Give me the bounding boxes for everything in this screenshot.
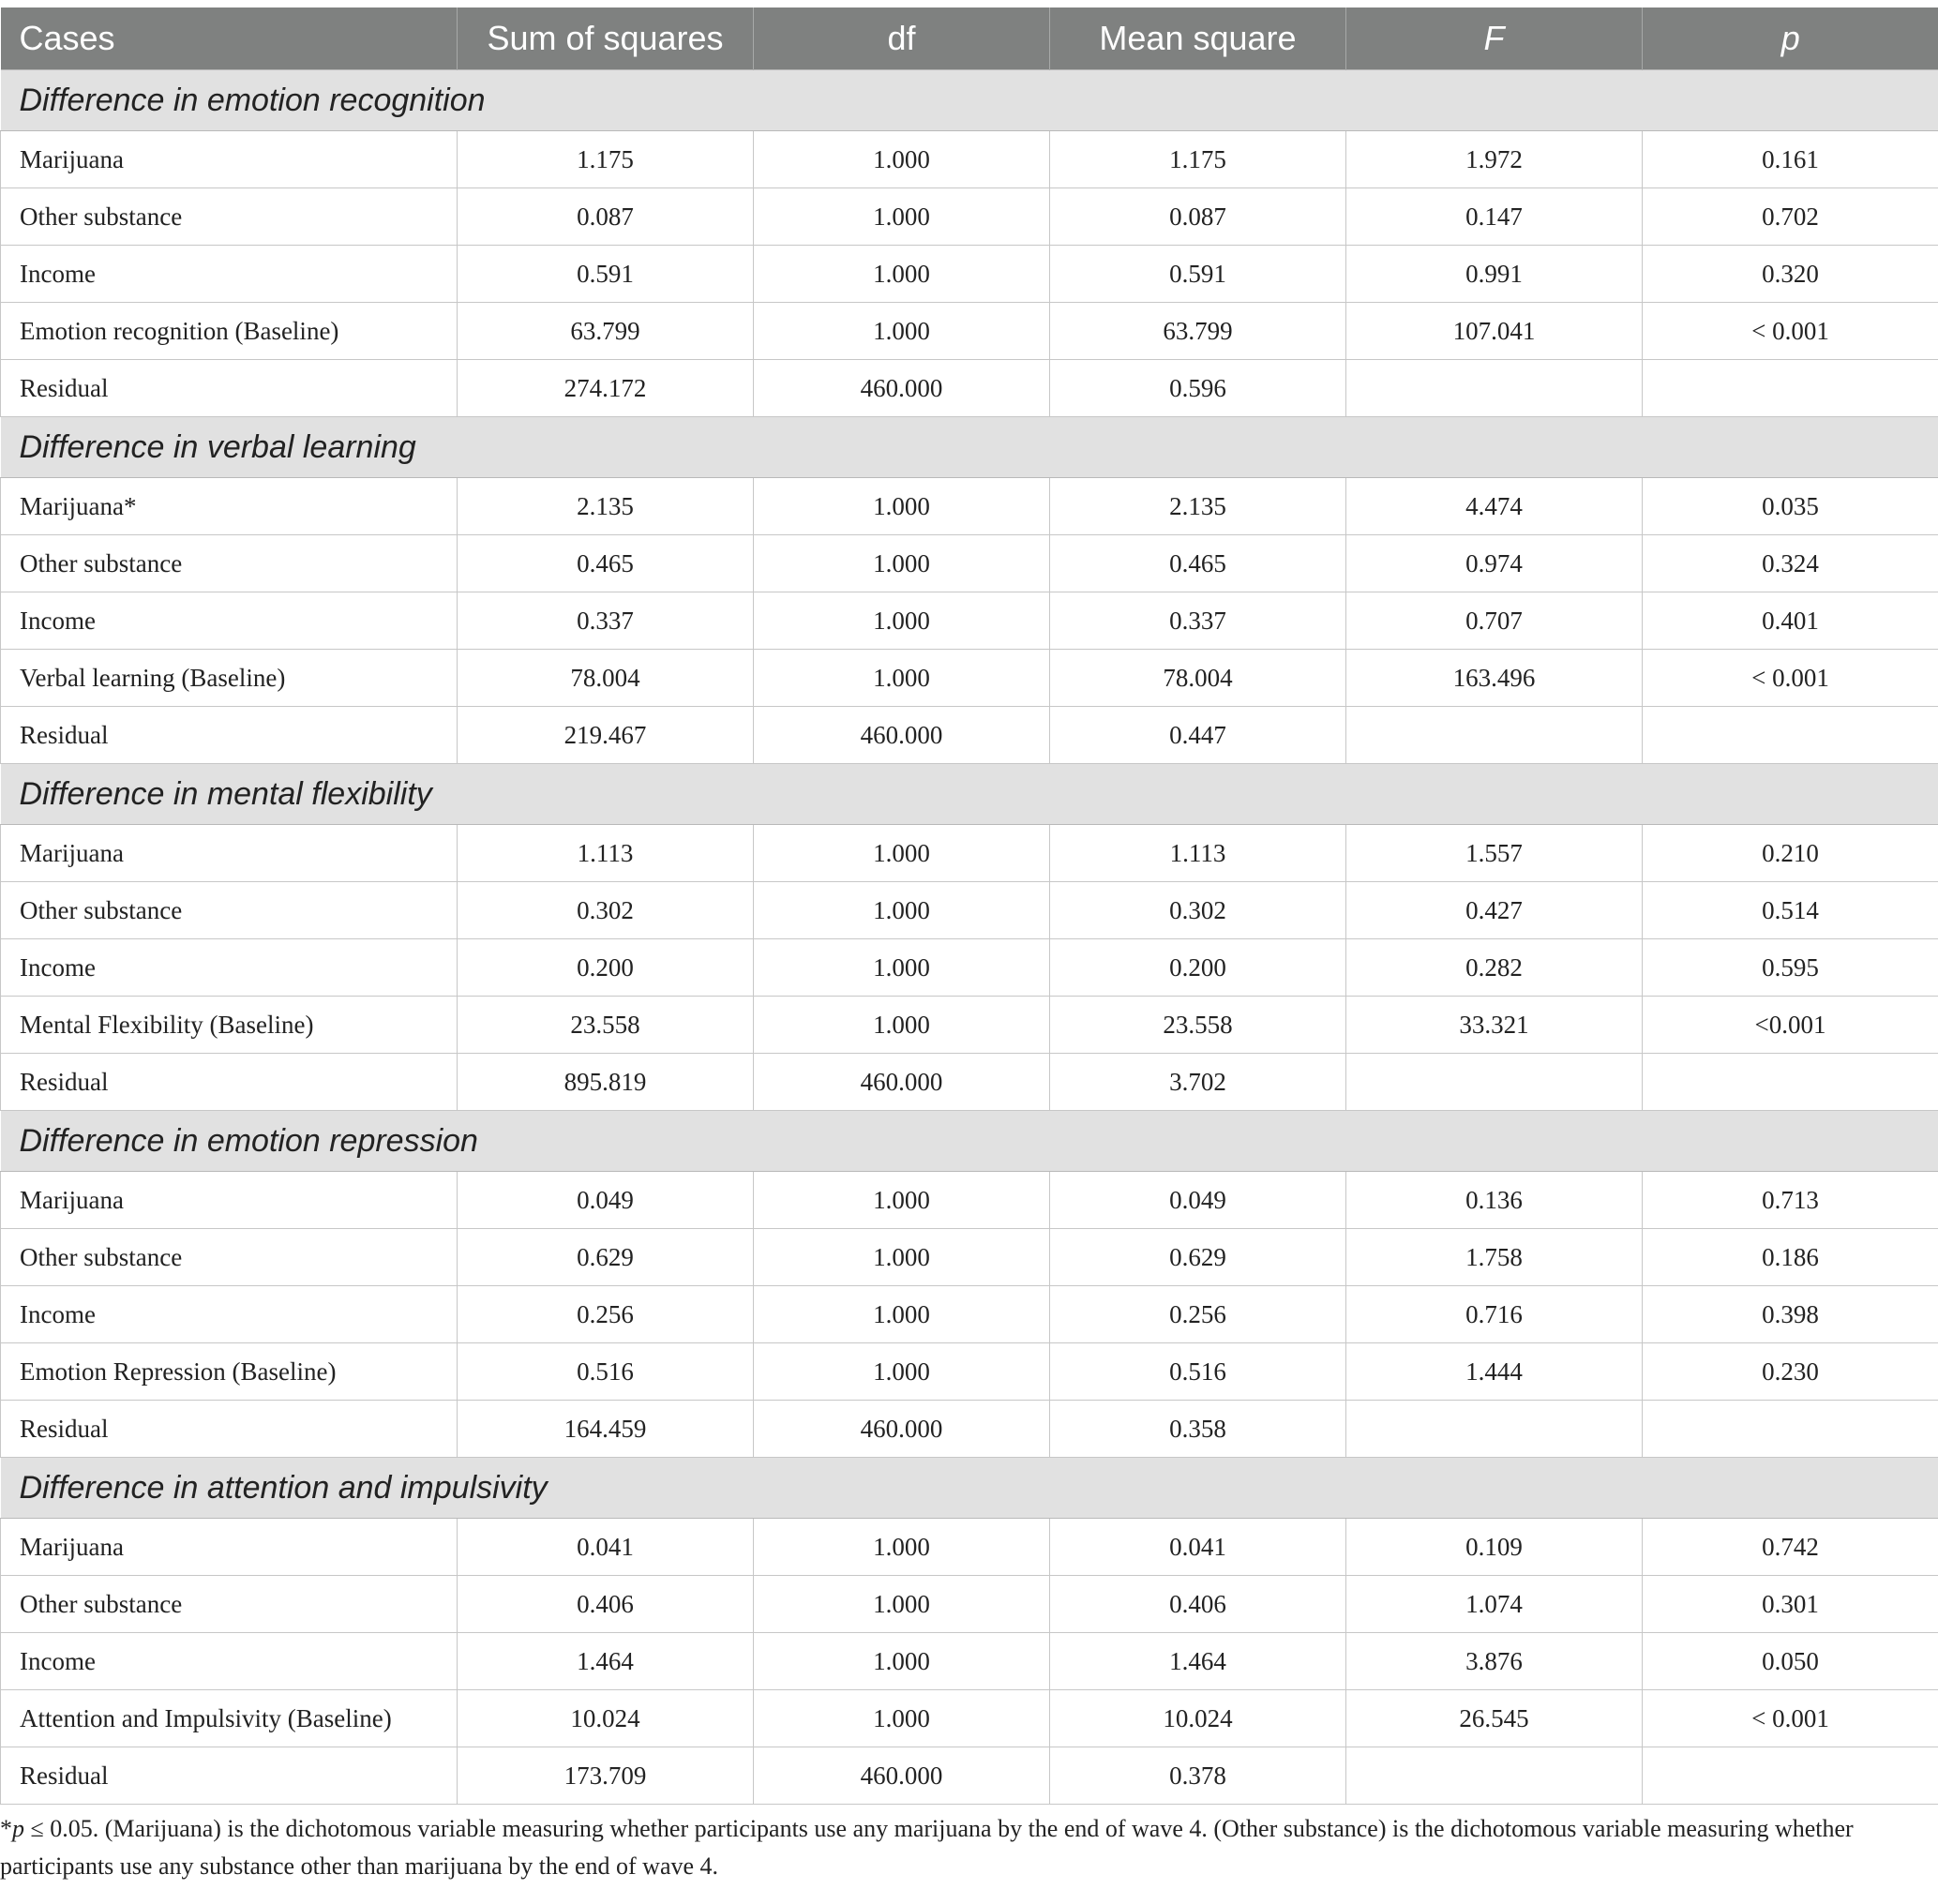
f-cell xyxy=(1346,707,1643,764)
df-cell: 1.000 xyxy=(754,1519,1050,1576)
p-cell: 0.210 xyxy=(1643,825,1938,882)
df-cell: 1.000 xyxy=(754,188,1050,246)
mean-square-cell: 0.447 xyxy=(1050,707,1346,764)
p-cell: 0.320 xyxy=(1643,246,1938,303)
table-row xyxy=(1,882,1938,939)
mean-square-cell: 1.113 xyxy=(1050,825,1346,882)
case-label: Income xyxy=(1,592,458,650)
sum-of-squares-cell: 0.516 xyxy=(458,1343,754,1401)
p-cell: 0.398 xyxy=(1643,1286,1938,1343)
mean-square-cell: 1.175 xyxy=(1050,131,1346,188)
table-row xyxy=(1,707,1938,764)
case-label: Other substance xyxy=(1,535,458,592)
sum-of-squares-cell: 0.049 xyxy=(458,1172,754,1229)
df-cell: 1.000 xyxy=(754,1690,1050,1747)
f-cell xyxy=(1346,360,1643,417)
case-label: Other substance xyxy=(1,188,458,246)
table-body xyxy=(1,70,1938,1805)
group-header-row xyxy=(1,1111,1938,1172)
df-cell: 1.000 xyxy=(754,592,1050,650)
table-row xyxy=(1,1172,1938,1229)
group-header-row xyxy=(1,417,1938,478)
p-cell: < 0.001 xyxy=(1643,650,1938,707)
p-cell xyxy=(1643,1747,1938,1805)
df-cell: 460.000 xyxy=(754,360,1050,417)
mean-square-cell: 0.200 xyxy=(1050,939,1346,997)
mean-square-cell: 0.358 xyxy=(1050,1401,1346,1458)
table-row xyxy=(1,188,1938,246)
group-header-row xyxy=(1,764,1938,825)
mean-square-cell: 0.337 xyxy=(1050,592,1346,650)
sum-of-squares-cell: 173.709 xyxy=(458,1747,754,1805)
header-f: F xyxy=(1346,7,1643,70)
case-label: Other substance xyxy=(1,1576,458,1633)
df-cell: 1.000 xyxy=(754,1633,1050,1690)
mean-square-cell: 23.558 xyxy=(1050,997,1346,1054)
mean-square-cell: 0.087 xyxy=(1050,188,1346,246)
df-cell: 1.000 xyxy=(754,303,1050,360)
case-label: Residual xyxy=(1,1054,458,1111)
df-cell: 1.000 xyxy=(754,131,1050,188)
p-cell: 0.702 xyxy=(1643,188,1938,246)
header-sum-of-squares: Sum of squares xyxy=(458,7,754,70)
table-row xyxy=(1,1519,1938,1576)
f-cell: 0.282 xyxy=(1346,939,1643,997)
f-cell: 1.758 xyxy=(1346,1229,1643,1286)
table-row xyxy=(1,303,1938,360)
p-cell: <0.001 xyxy=(1643,997,1938,1054)
case-label: Marijuana xyxy=(1,1172,458,1229)
case-label: Marijuana xyxy=(1,131,458,188)
p-cell: < 0.001 xyxy=(1643,303,1938,360)
table-row xyxy=(1,592,1938,650)
f-cell: 33.321 xyxy=(1346,997,1643,1054)
case-label: Mental Flexibility (Baseline) xyxy=(1,997,458,1054)
case-label: Other substance xyxy=(1,882,458,939)
f-cell: 1.444 xyxy=(1346,1343,1643,1401)
df-cell: 460.000 xyxy=(754,707,1050,764)
header-cases: Cases xyxy=(1,7,458,70)
p-cell: 0.514 xyxy=(1643,882,1938,939)
sum-of-squares-cell: 0.087 xyxy=(458,188,754,246)
case-label: Emotion recognition (Baseline) xyxy=(1,303,458,360)
sum-of-squares-cell: 2.135 xyxy=(458,478,754,535)
case-label: Residual xyxy=(1,1401,458,1458)
f-cell: 0.427 xyxy=(1346,882,1643,939)
f-cell: 0.974 xyxy=(1346,535,1643,592)
case-label: Income xyxy=(1,1286,458,1343)
group-title: Difference in emotion recognition xyxy=(1,70,1938,131)
df-cell: 1.000 xyxy=(754,1576,1050,1633)
p-cell: 0.301 xyxy=(1643,1576,1938,1633)
p-cell: < 0.001 xyxy=(1643,1690,1938,1747)
f-cell: 1.557 xyxy=(1346,825,1643,882)
case-label: Residual xyxy=(1,707,458,764)
table-footnote xyxy=(0,1810,1931,1885)
f-cell: 107.041 xyxy=(1346,303,1643,360)
f-cell: 3.876 xyxy=(1346,1633,1643,1690)
mean-square-cell: 0.049 xyxy=(1050,1172,1346,1229)
sum-of-squares-cell: 164.459 xyxy=(458,1401,754,1458)
header-p: p xyxy=(1643,7,1938,70)
df-cell: 1.000 xyxy=(754,1172,1050,1229)
sum-of-squares-cell: 0.629 xyxy=(458,1229,754,1286)
sum-of-squares-cell: 895.819 xyxy=(458,1054,754,1111)
header-mean-square: Mean square xyxy=(1050,7,1346,70)
mean-square-cell: 0.378 xyxy=(1050,1747,1346,1805)
sum-of-squares-cell: 0.406 xyxy=(458,1576,754,1633)
p-cell: 0.186 xyxy=(1643,1229,1938,1286)
f-cell: 26.545 xyxy=(1346,1690,1643,1747)
table-row xyxy=(1,1690,1938,1747)
mean-square-cell: 0.406 xyxy=(1050,1576,1346,1633)
p-cell xyxy=(1643,1401,1938,1458)
df-cell: 460.000 xyxy=(754,1747,1050,1805)
p-cell xyxy=(1643,1054,1938,1111)
table-row xyxy=(1,535,1938,592)
table-row xyxy=(1,1286,1938,1343)
sum-of-squares-cell: 1.464 xyxy=(458,1633,754,1690)
group-title: Difference in emotion repression xyxy=(1,1111,1938,1172)
sum-of-squares-cell: 23.558 xyxy=(458,997,754,1054)
group-header-row xyxy=(1,1458,1938,1519)
df-cell: 460.000 xyxy=(754,1054,1050,1111)
mean-square-cell: 10.024 xyxy=(1050,1690,1346,1747)
f-cell: 1.972 xyxy=(1346,131,1643,188)
f-cell: 0.991 xyxy=(1346,246,1643,303)
f-cell xyxy=(1346,1747,1643,1805)
table-row xyxy=(1,1229,1938,1286)
case-label: Emotion Repression (Baseline) xyxy=(1,1343,458,1401)
mean-square-cell: 0.465 xyxy=(1050,535,1346,592)
case-label: Marijuana xyxy=(1,825,458,882)
df-cell: 1.000 xyxy=(754,939,1050,997)
mean-square-cell: 1.464 xyxy=(1050,1633,1346,1690)
df-cell: 1.000 xyxy=(754,997,1050,1054)
table-row xyxy=(1,825,1938,882)
mean-square-cell: 0.302 xyxy=(1050,882,1346,939)
anova-table xyxy=(0,7,1938,1805)
p-cell: 0.230 xyxy=(1643,1343,1938,1401)
table-row xyxy=(1,997,1938,1054)
group-title: Difference in mental flexibility xyxy=(1,764,1938,825)
p-cell xyxy=(1643,360,1938,417)
table-row xyxy=(1,1054,1938,1111)
table-row xyxy=(1,478,1938,535)
f-cell xyxy=(1346,1054,1643,1111)
df-cell: 460.000 xyxy=(754,1401,1050,1458)
p-cell: 0.035 xyxy=(1643,478,1938,535)
table-row xyxy=(1,1343,1938,1401)
sum-of-squares-cell: 0.041 xyxy=(458,1519,754,1576)
sum-of-squares-cell: 10.024 xyxy=(458,1690,754,1747)
mean-square-cell: 63.799 xyxy=(1050,303,1346,360)
mean-square-cell: 2.135 xyxy=(1050,478,1346,535)
f-cell: 0.147 xyxy=(1346,188,1643,246)
case-label: Attention and Impulsivity (Baseline) xyxy=(1,1690,458,1747)
f-cell xyxy=(1346,1401,1643,1458)
f-cell: 0.707 xyxy=(1346,592,1643,650)
f-cell: 163.496 xyxy=(1346,650,1643,707)
case-label: Residual xyxy=(1,360,458,417)
group-title: Difference in verbal learning xyxy=(1,417,1938,478)
sum-of-squares-cell: 274.172 xyxy=(458,360,754,417)
footnote-p-symbol: p xyxy=(12,1815,24,1842)
mean-square-cell: 0.516 xyxy=(1050,1343,1346,1401)
table-row xyxy=(1,1401,1938,1458)
sum-of-squares-cell: 219.467 xyxy=(458,707,754,764)
table-row xyxy=(1,939,1938,997)
sum-of-squares-cell: 0.302 xyxy=(458,882,754,939)
p-cell: 0.742 xyxy=(1643,1519,1938,1576)
sum-of-squares-cell: 0.200 xyxy=(458,939,754,997)
p-cell: 0.595 xyxy=(1643,939,1938,997)
table-row xyxy=(1,131,1938,188)
df-cell: 1.000 xyxy=(754,1343,1050,1401)
p-cell: 0.401 xyxy=(1643,592,1938,650)
df-cell: 1.000 xyxy=(754,882,1050,939)
mean-square-cell: 0.041 xyxy=(1050,1519,1346,1576)
f-cell: 0.136 xyxy=(1346,1172,1643,1229)
mean-square-cell: 0.591 xyxy=(1050,246,1346,303)
df-cell: 1.000 xyxy=(754,1229,1050,1286)
sum-of-squares-cell: 1.113 xyxy=(458,825,754,882)
sum-of-squares-cell: 0.256 xyxy=(458,1286,754,1343)
mean-square-cell: 78.004 xyxy=(1050,650,1346,707)
sum-of-squares-cell: 78.004 xyxy=(458,650,754,707)
p-cell: 0.050 xyxy=(1643,1633,1938,1690)
mean-square-cell: 0.256 xyxy=(1050,1286,1346,1343)
group-title: Difference in attention and impulsivity xyxy=(1,1458,1938,1519)
df-cell: 1.000 xyxy=(754,825,1050,882)
mean-square-cell: 3.702 xyxy=(1050,1054,1346,1111)
table-row xyxy=(1,1633,1938,1690)
table-header xyxy=(1,7,1938,70)
sum-of-squares-cell: 0.465 xyxy=(458,535,754,592)
header-row xyxy=(1,7,1938,70)
group-header-row xyxy=(1,70,1938,131)
p-cell: 0.324 xyxy=(1643,535,1938,592)
case-label: Income xyxy=(1,246,458,303)
table-row xyxy=(1,246,1938,303)
mean-square-cell: 0.629 xyxy=(1050,1229,1346,1286)
f-cell: 1.074 xyxy=(1346,1576,1643,1633)
p-cell xyxy=(1643,707,1938,764)
p-cell: 0.161 xyxy=(1643,131,1938,188)
sum-of-squares-cell: 0.337 xyxy=(458,592,754,650)
case-label: Residual xyxy=(1,1747,458,1805)
case-label: Marijuana* xyxy=(1,478,458,535)
case-label: Other substance xyxy=(1,1229,458,1286)
table-row xyxy=(1,360,1938,417)
case-label: Income xyxy=(1,1633,458,1690)
table-row xyxy=(1,1747,1938,1805)
p-cell: 0.713 xyxy=(1643,1172,1938,1229)
table-row xyxy=(1,650,1938,707)
footnote-text: ≤ 0.05. (Marijuana) is the dichotomous variable measuring whether participants use any marijuana by the end of wave 4. (Other substance) is the dichotomous variable measuring whether participants use any substance other than marijuana by the end of wave 4. xyxy=(0,1815,1854,1880)
footnote-asterisk: * xyxy=(0,1815,12,1842)
sum-of-squares-cell: 63.799 xyxy=(458,303,754,360)
header-df: df xyxy=(754,7,1050,70)
df-cell: 1.000 xyxy=(754,246,1050,303)
case-label: Verbal learning (Baseline) xyxy=(1,650,458,707)
df-cell: 1.000 xyxy=(754,1286,1050,1343)
case-label: Income xyxy=(1,939,458,997)
f-cell: 0.109 xyxy=(1346,1519,1643,1576)
sum-of-squares-cell: 1.175 xyxy=(458,131,754,188)
mean-square-cell: 0.596 xyxy=(1050,360,1346,417)
case-label: Marijuana xyxy=(1,1519,458,1576)
f-cell: 4.474 xyxy=(1346,478,1643,535)
f-cell: 0.716 xyxy=(1346,1286,1643,1343)
sum-of-squares-cell: 0.591 xyxy=(458,246,754,303)
df-cell: 1.000 xyxy=(754,535,1050,592)
df-cell: 1.000 xyxy=(754,478,1050,535)
table-row xyxy=(1,1576,1938,1633)
df-cell: 1.000 xyxy=(754,650,1050,707)
